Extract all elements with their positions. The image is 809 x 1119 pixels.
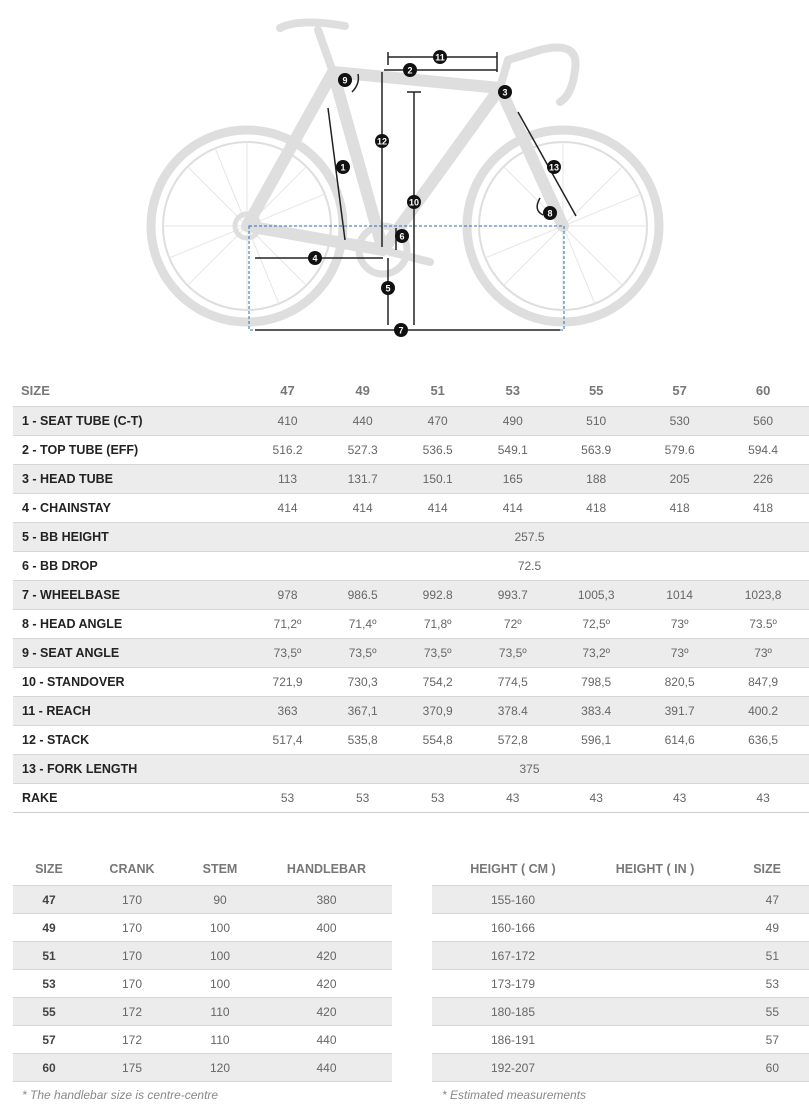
components-cell: 100	[179, 914, 261, 942]
geometry-row-label: 4 - CHAINSTAY	[13, 494, 250, 523]
fit-header-size: SIZE	[716, 852, 809, 886]
geometry-value: 391.7	[642, 697, 717, 726]
svg-text:12: 12	[376, 136, 388, 147]
components-cell: 380	[261, 886, 392, 914]
geometry-row-label: 12 - STACK	[13, 726, 250, 755]
geometry-value: 596,1	[550, 726, 642, 755]
geometry-value: 560	[717, 407, 809, 436]
marker-6	[395, 229, 409, 243]
components-row	[13, 886, 392, 914]
estimate-note: * Estimated measurements	[442, 1088, 587, 1102]
geometry-row-label: 1 - SEAT TUBE (C-T)	[13, 407, 250, 436]
bike-geometry-diagram	[0, 0, 809, 345]
fit-cell: 192-207	[432, 1054, 594, 1082]
geometry-value: 73º	[642, 639, 717, 668]
geometry-value: 527.3	[325, 436, 400, 465]
components-cell: 120	[179, 1054, 261, 1082]
geometry-value: 150.1	[400, 465, 475, 494]
size-header: SIZE	[13, 374, 250, 407]
svg-text:11: 11	[435, 52, 445, 63]
geometry-row	[13, 436, 809, 465]
geometry-value: 205	[642, 465, 717, 494]
geometry-value: 73º	[717, 639, 809, 668]
geometry-value: 43	[642, 784, 717, 813]
components-row	[13, 998, 392, 1026]
geometry-value: 530	[642, 407, 717, 436]
geometry-value: 73,5º	[325, 639, 400, 668]
geometry-value: 516.2	[250, 436, 325, 465]
components-cell: 172	[85, 1026, 179, 1054]
geometry-row	[13, 581, 809, 610]
geometry-value: 440	[325, 407, 400, 436]
components-cell: 420	[261, 942, 392, 970]
geometry-value: 414	[325, 494, 400, 523]
geometry-value: 410	[250, 407, 325, 436]
svg-text:8: 8	[547, 208, 553, 219]
geometry-value: 1014	[642, 581, 717, 610]
fit-cell: 186-191	[432, 1026, 594, 1054]
geometry-value: 113	[250, 465, 325, 494]
geometry-value: 636,5	[717, 726, 809, 755]
geometry-value: 414	[250, 494, 325, 523]
geometry-value: 53	[250, 784, 325, 813]
fit-header-row	[432, 852, 809, 886]
components-cell: 172	[85, 998, 179, 1026]
svg-text:5: 5	[385, 283, 391, 294]
geometry-value: 131.7	[325, 465, 400, 494]
components-row	[13, 942, 392, 970]
geometry-row	[13, 407, 809, 436]
geometry-value: 993.7	[475, 581, 550, 610]
geometry-row-label: 7 - WHEELBASE	[13, 581, 250, 610]
geometry-row-label: 10 - STANDOVER	[13, 668, 250, 697]
geometry-row	[13, 668, 809, 697]
geometry-row-label: 8 - HEAD ANGLE	[13, 610, 250, 639]
fit-row	[432, 914, 809, 942]
fit-cell: 155-160	[432, 886, 594, 914]
svg-text:4: 4	[312, 253, 318, 264]
geometry-value: 71,8º	[400, 610, 475, 639]
fit-cell: 180-185	[432, 998, 594, 1026]
fit-cell: 60	[716, 1054, 809, 1082]
fit-cell	[594, 1026, 716, 1054]
components-cell: 170	[85, 970, 179, 998]
geometry-value: 992.8	[400, 581, 475, 610]
bike-frame	[247, 72, 563, 250]
geometry-value: 554,8	[400, 726, 475, 755]
components-cell: 440	[261, 1026, 392, 1054]
fit-cell: 51	[716, 942, 809, 970]
svg-text:6: 6	[399, 231, 405, 242]
geometry-row	[13, 639, 809, 668]
fit-cell	[594, 886, 716, 914]
marker-10	[407, 195, 421, 209]
comp-header-stem: STEM	[179, 852, 261, 886]
geometry-value: 418	[550, 494, 642, 523]
geometry-value: 73.5º	[717, 610, 809, 639]
geometry-value-all-sizes: 72.5	[250, 552, 809, 581]
geometry-value: 53	[400, 784, 475, 813]
fit-cell	[594, 914, 716, 942]
marker-2	[403, 63, 417, 77]
geometry-value: 370,9	[400, 697, 475, 726]
geometry-value: 418	[717, 494, 809, 523]
components-row	[13, 1026, 392, 1054]
geometry-value-all-sizes: 375	[250, 755, 809, 784]
geometry-value: 71,4º	[325, 610, 400, 639]
svg-text:13: 13	[548, 162, 560, 173]
fit-cell: 160-166	[432, 914, 594, 942]
fit-cell: 167-172	[432, 942, 594, 970]
components-cell: 440	[261, 1054, 392, 1082]
geometry-row	[13, 755, 809, 784]
geometry-value: 72,5º	[550, 610, 642, 639]
components-cell: 170	[85, 886, 179, 914]
components-cell: 49	[13, 914, 85, 942]
geometry-row	[13, 784, 809, 813]
geometry-value: 490	[475, 407, 550, 436]
geometry-row	[13, 726, 809, 755]
fit-cell: 53	[716, 970, 809, 998]
fit-cell: 49	[716, 914, 809, 942]
size-col-header: 47	[250, 374, 325, 407]
geometry-value: 43	[550, 784, 642, 813]
fit-header-height-in: HEIGHT ( IN )	[594, 852, 716, 886]
components-cell: 110	[179, 998, 261, 1026]
geometry-value: 73,5º	[475, 639, 550, 668]
fit-row	[432, 886, 809, 914]
marker-4	[308, 251, 322, 265]
geometry-header-row	[13, 374, 809, 407]
geometry-value: 721,9	[250, 668, 325, 697]
components-header-row	[13, 852, 392, 886]
geometry-value: 774,5	[475, 668, 550, 697]
geometry-table	[13, 374, 809, 813]
geometry-value: 226	[717, 465, 809, 494]
geometry-row-label: 13 - FORK LENGTH	[13, 755, 250, 784]
components-cell: 90	[179, 886, 261, 914]
geometry-value: 73,5º	[250, 639, 325, 668]
components-row	[13, 1054, 392, 1082]
geometry-value: 71,2º	[250, 610, 325, 639]
geometry-value: 510	[550, 407, 642, 436]
geometry-value: 563.9	[550, 436, 642, 465]
geometry-row-label: 3 - HEAD TUBE	[13, 465, 250, 494]
marker-12	[375, 134, 389, 148]
fit-row	[432, 970, 809, 998]
geometry-value-all-sizes: 257.5	[250, 523, 809, 552]
geometry-row	[13, 523, 809, 552]
geometry-row	[13, 697, 809, 726]
geometry-row-label: 6 - BB DROP	[13, 552, 250, 581]
comp-header-crank: CRANK	[85, 852, 179, 886]
geometry-value: 579.6	[642, 436, 717, 465]
svg-text:2: 2	[407, 65, 413, 76]
marker-11	[433, 50, 447, 64]
geometry-value: 470	[400, 407, 475, 436]
components-table	[13, 852, 392, 1082]
geometry-value: 614,6	[642, 726, 717, 755]
svg-text:9: 9	[342, 75, 348, 86]
marker-13	[547, 160, 561, 174]
comp-header-size: SIZE	[13, 852, 85, 886]
geometry-row	[13, 465, 809, 494]
geometry-value: 535,8	[325, 726, 400, 755]
components-cell: 110	[179, 1026, 261, 1054]
marker-1	[336, 160, 350, 174]
geometry-value: 400.2	[717, 697, 809, 726]
geometry-row	[13, 494, 809, 523]
components-cell: 60	[13, 1054, 85, 1082]
components-cell: 57	[13, 1026, 85, 1054]
size-col-header: 60	[717, 374, 809, 407]
geometry-value: 572,8	[475, 726, 550, 755]
geometry-value: 43	[717, 784, 809, 813]
geometry-row-label: RAKE	[13, 784, 250, 813]
svg-text:7: 7	[398, 325, 404, 336]
components-cell: 420	[261, 970, 392, 998]
components-row	[13, 970, 392, 998]
fit-cell	[594, 998, 716, 1026]
fit-table	[432, 852, 809, 1082]
svg-text:1: 1	[340, 162, 346, 173]
geometry-value: 517,4	[250, 726, 325, 755]
geometry-value: 367,1	[325, 697, 400, 726]
geometry-value: 730,3	[325, 668, 400, 697]
components-cell: 47	[13, 886, 85, 914]
geometry-row	[13, 610, 809, 639]
fit-row	[432, 942, 809, 970]
geometry-value: 53	[325, 784, 400, 813]
components-cell: 55	[13, 998, 85, 1026]
geometry-value: 188	[550, 465, 642, 494]
geometry-row-label: 5 - BB HEIGHT	[13, 523, 250, 552]
geometry-value: 378.4	[475, 697, 550, 726]
size-col-header: 55	[550, 374, 642, 407]
geometry-row-label: 9 - SEAT ANGLE	[13, 639, 250, 668]
geometry-value: 165	[475, 465, 550, 494]
size-col-header: 57	[642, 374, 717, 407]
geometry-value: 798,5	[550, 668, 642, 697]
geometry-value: 594.4	[717, 436, 809, 465]
fit-cell: 55	[716, 998, 809, 1026]
geometry-value: 1005,3	[550, 581, 642, 610]
fit-cell: 57	[716, 1026, 809, 1054]
geometry-value: 73,5º	[400, 639, 475, 668]
components-cell: 170	[85, 914, 179, 942]
fit-cell	[594, 970, 716, 998]
size-col-header: 49	[325, 374, 400, 407]
geometry-value: 1023,8	[717, 581, 809, 610]
fit-cell: 47	[716, 886, 809, 914]
size-col-header: 53	[475, 374, 550, 407]
marker-3	[498, 85, 512, 99]
fit-cell	[594, 942, 716, 970]
geometry-value: 536.5	[400, 436, 475, 465]
svg-text:10: 10	[408, 197, 420, 208]
fit-row	[432, 1026, 809, 1054]
geometry-value: 73º	[642, 610, 717, 639]
components-cell: 420	[261, 998, 392, 1026]
fit-header-height-cm: HEIGHT ( CM )	[432, 852, 594, 886]
geometry-row	[13, 552, 809, 581]
geometry-value: 43	[475, 784, 550, 813]
geometry-value: 383.4	[550, 697, 642, 726]
geometry-value: 986.5	[325, 581, 400, 610]
geometry-value: 549.1	[475, 436, 550, 465]
handlebar-note: * The handlebar size is centre-centre	[22, 1088, 219, 1102]
geometry-value: 847,9	[717, 668, 809, 697]
geometry-value: 978	[250, 581, 325, 610]
marker-7	[394, 323, 408, 337]
marker-9	[338, 73, 352, 87]
components-cell: 100	[179, 970, 261, 998]
components-row	[13, 914, 392, 942]
geometry-value: 73,2º	[550, 639, 642, 668]
fit-row	[432, 1054, 809, 1082]
fit-cell	[594, 1054, 716, 1082]
geometry-value: 754,2	[400, 668, 475, 697]
components-cell: 400	[261, 914, 392, 942]
marker-5	[381, 281, 395, 295]
comp-header-handlebar: HANDLEBAR	[261, 852, 392, 886]
geometry-row-label: 11 - REACH	[13, 697, 250, 726]
geometry-value: 414	[475, 494, 550, 523]
geometry-value: 72º	[475, 610, 550, 639]
components-cell: 175	[85, 1054, 179, 1082]
geometry-value: 414	[400, 494, 475, 523]
geometry-value: 363	[250, 697, 325, 726]
components-cell: 100	[179, 942, 261, 970]
marker-8	[543, 206, 557, 220]
fit-row	[432, 998, 809, 1026]
fit-cell: 173-179	[432, 970, 594, 998]
size-col-header: 51	[400, 374, 475, 407]
components-cell: 51	[13, 942, 85, 970]
geometry-row-label: 2 - TOP TUBE (EFF)	[13, 436, 250, 465]
svg-text:3: 3	[502, 87, 508, 98]
components-cell: 170	[85, 942, 179, 970]
geometry-value: 418	[642, 494, 717, 523]
components-cell: 53	[13, 970, 85, 998]
geometry-value: 820,5	[642, 668, 717, 697]
